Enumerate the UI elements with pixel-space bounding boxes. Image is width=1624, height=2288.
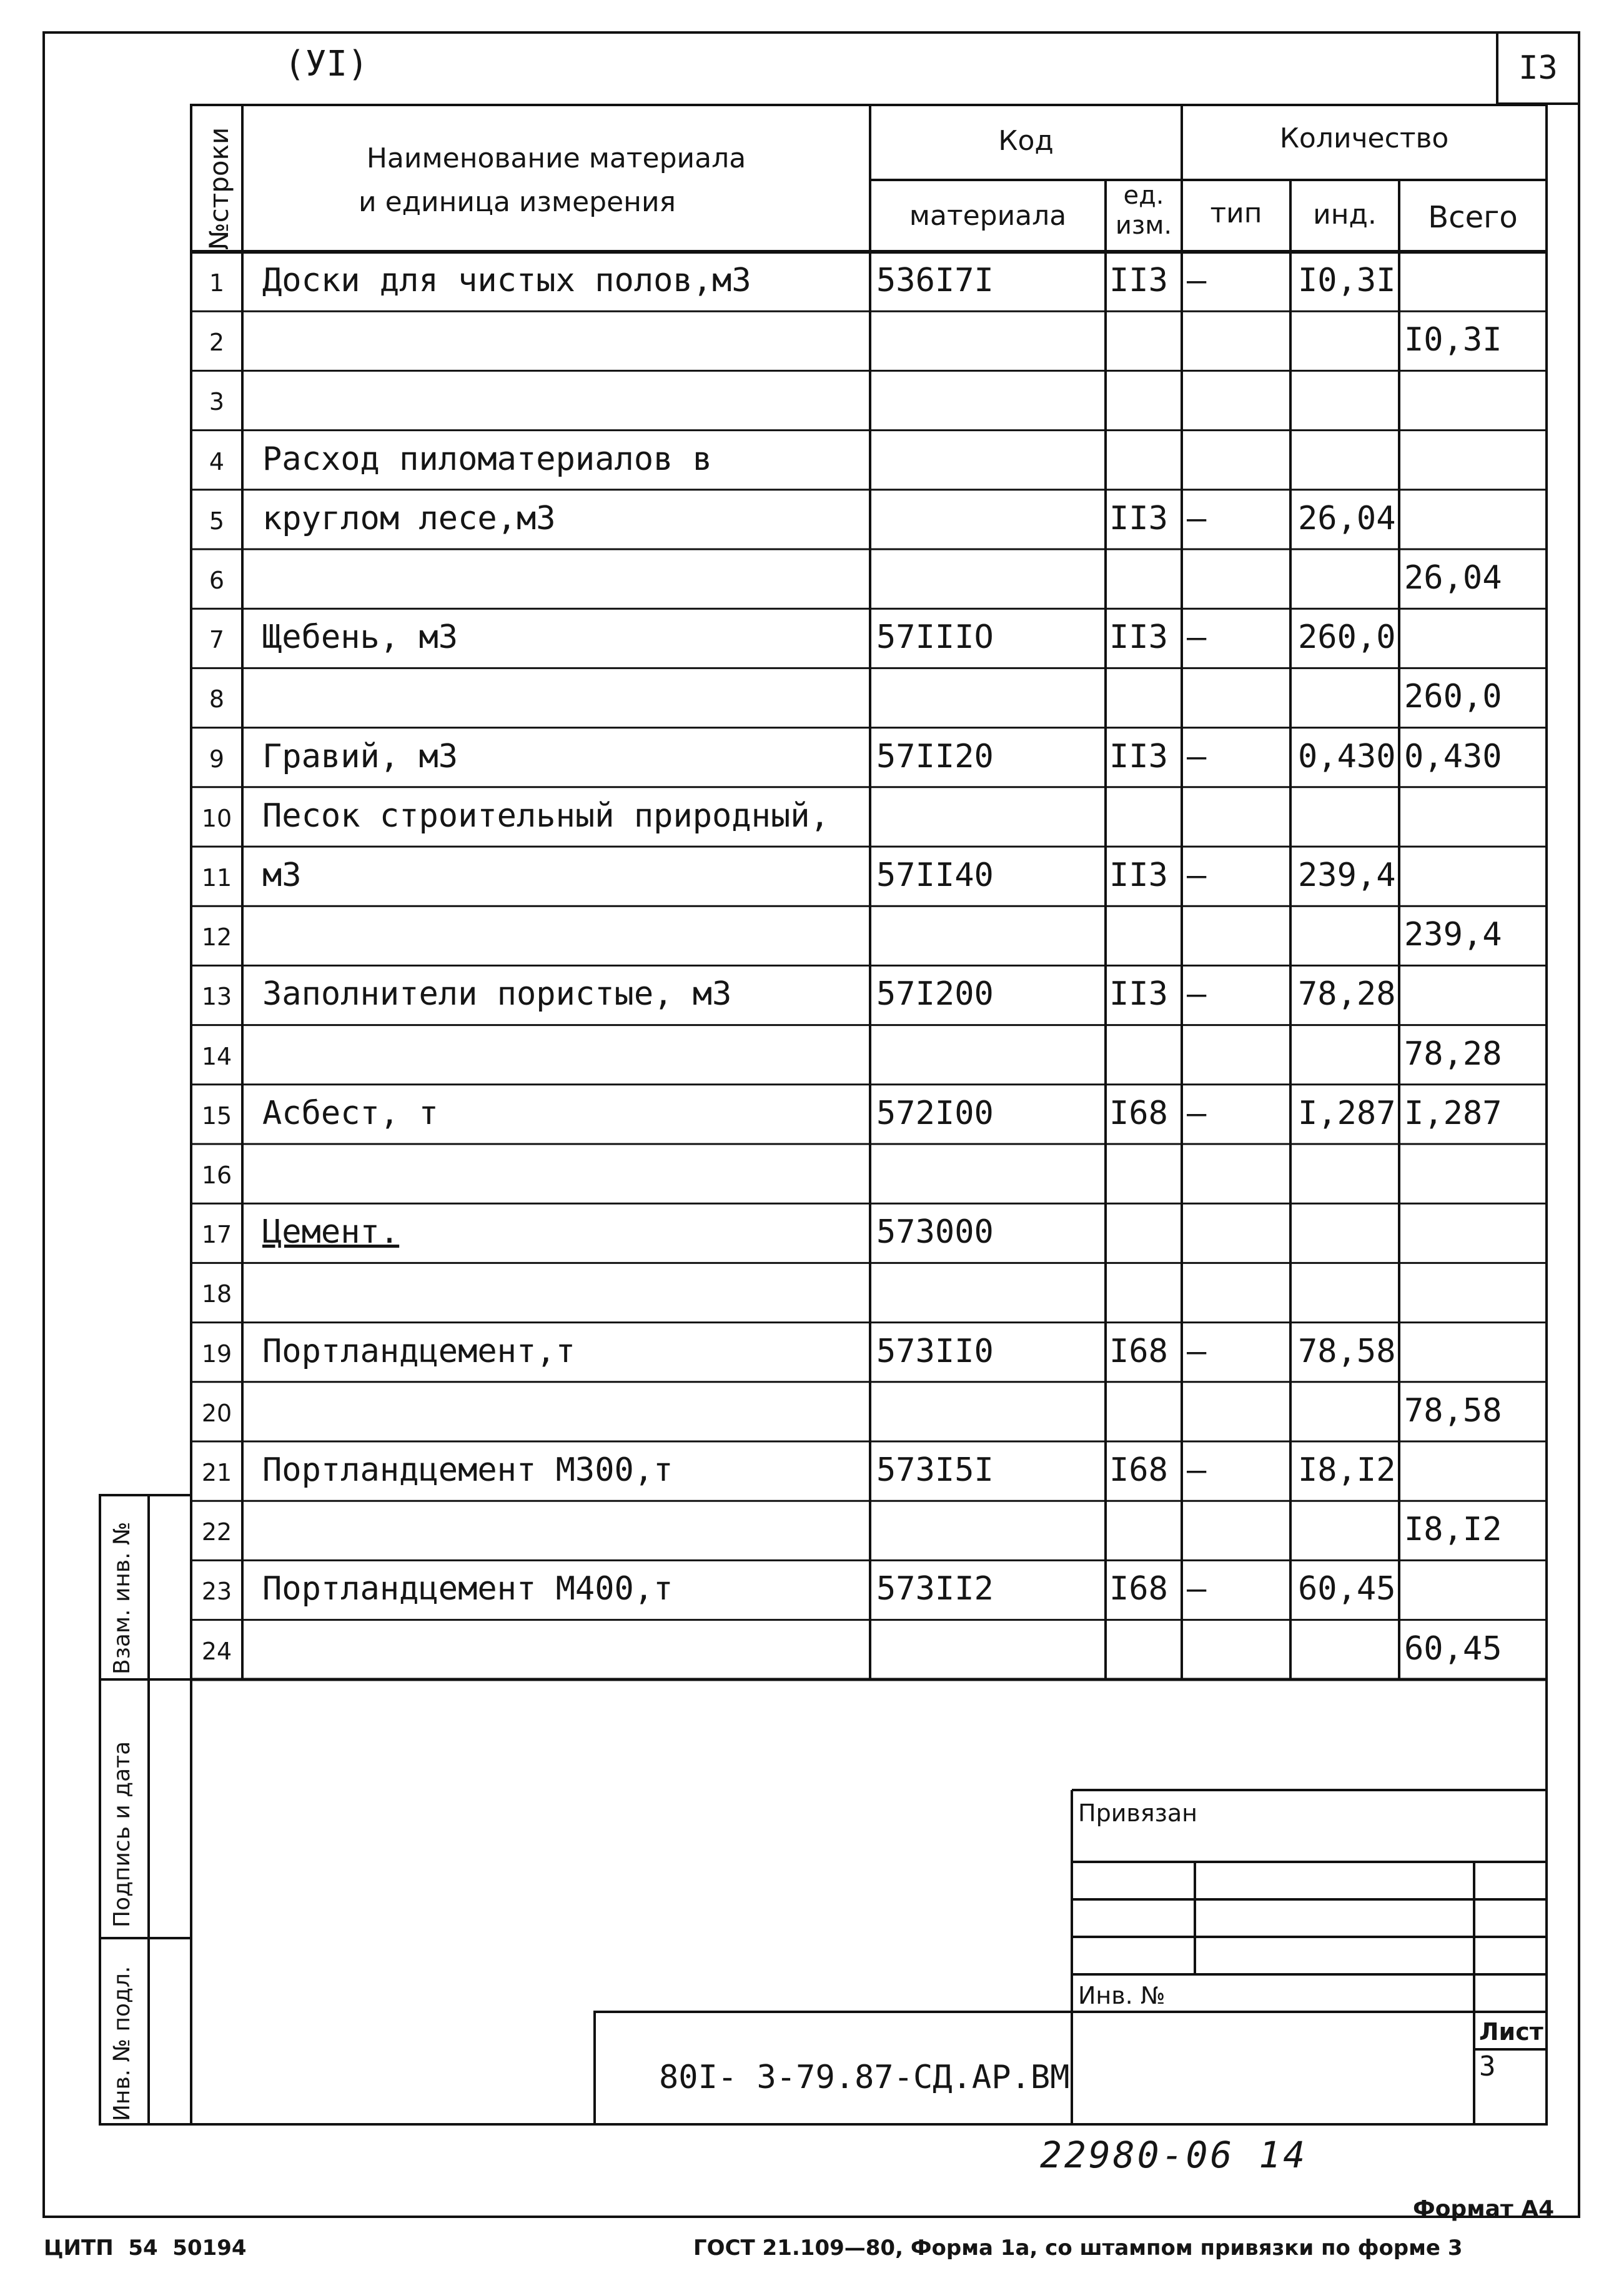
cell-code: 573II2 <box>876 1570 994 1608</box>
cell-code: 573I5I <box>876 1451 994 1489</box>
cell-total: I8,I2 <box>1404 1511 1502 1549</box>
cell-ind: 0,430 <box>1298 737 1396 775</box>
row-number: 23 <box>201 1578 232 1606</box>
cell-code: 536I7I <box>876 262 994 299</box>
cell-name: Асбест, т <box>262 1094 438 1132</box>
header-unit-line1: ед. <box>1123 181 1164 210</box>
header-row-number: №строки <box>204 127 234 250</box>
cell-name: круглом лесе,м3 <box>262 499 556 537</box>
stamp-designation: 80I- 3-79.87-СД.АР.ВМ <box>659 2059 1070 2096</box>
row-number: 21 <box>201 1459 232 1486</box>
row-number: 11 <box>201 864 232 892</box>
row-number: 9 <box>209 745 225 773</box>
cell-unit: II3 <box>1109 857 1168 894</box>
header-quantity: Количество <box>1279 122 1449 154</box>
cell-type: – <box>1187 262 1207 299</box>
cell-name: Песок строительный природный, <box>262 797 829 835</box>
header-type: тип <box>1210 197 1262 229</box>
cell-ind: 78,58 <box>1298 1332 1396 1370</box>
cell-ind: 239,4 <box>1298 857 1396 894</box>
cell-total: 78,28 <box>1404 1035 1502 1073</box>
handwritten-number: 22980-06 14 <box>1040 2134 1308 2176</box>
header-code: Код <box>998 125 1054 157</box>
cell-code: 572I00 <box>876 1094 994 1132</box>
row-number: 5 <box>209 507 225 535</box>
sheet-label: (УI) <box>284 44 369 84</box>
cell-code: 57II40 <box>876 857 994 894</box>
row-number: 2 <box>209 329 225 357</box>
cell-code: 573II0 <box>876 1332 994 1370</box>
cell-type: – <box>1187 619 1207 657</box>
cell-total: 239,4 <box>1404 916 1502 954</box>
header-total: Всего <box>1428 200 1518 235</box>
cell-total: 0,430 <box>1404 737 1502 775</box>
row-number: 18 <box>201 1280 232 1308</box>
header-name-line2: и единица измерения <box>358 186 676 218</box>
cell-unit: II3 <box>1109 262 1168 299</box>
row-number: 7 <box>209 626 225 654</box>
cell-unit: I68 <box>1109 1570 1168 1608</box>
footer-right: ГОСТ 21.109—80, Форма 1а, со штампом привязки по форме 3 <box>693 2236 1463 2261</box>
stamp-privyazan: Привязан <box>1078 1799 1197 1827</box>
cell-type: – <box>1187 1570 1207 1608</box>
cell-name: м3 <box>262 857 302 894</box>
row-number: 8 <box>209 685 225 714</box>
cell-type: – <box>1187 499 1207 537</box>
cell-ind: I,287 <box>1298 1094 1396 1132</box>
cell-code: 57IIIO <box>876 619 994 657</box>
row-number: 13 <box>201 983 232 1011</box>
page-number: I3 <box>1518 49 1558 87</box>
cell-total: 78,58 <box>1404 1391 1502 1430</box>
cell-name: Расход пиломатериалов в <box>262 440 713 478</box>
cell-name: Цемент. <box>262 1213 400 1251</box>
row-number: 1 <box>209 269 225 297</box>
side-stamp-podpis: Подпись и дата <box>109 1741 135 1927</box>
format-label: Формат А4 <box>1413 2196 1555 2222</box>
cell-ind: 60,45 <box>1298 1570 1396 1608</box>
stamp-inv-no: Инв. № <box>1078 1982 1166 2009</box>
cell-code: 57II20 <box>876 737 994 775</box>
cell-total: 260,0 <box>1404 678 1502 716</box>
cell-total: I,287 <box>1404 1094 1502 1132</box>
cell-type: – <box>1187 737 1207 775</box>
row-number: 14 <box>201 1042 232 1070</box>
row-number: 24 <box>201 1637 232 1665</box>
side-stamp-vzam: Взам. инв. № <box>109 1521 135 1674</box>
row-number: 4 <box>209 447 225 475</box>
cell-name: Гравий, м3 <box>262 737 458 775</box>
cell-type: – <box>1187 1332 1207 1370</box>
header-material: материала <box>909 200 1067 232</box>
cell-unit: I68 <box>1109 1332 1168 1370</box>
cell-type: – <box>1187 1094 1207 1132</box>
cell-ind: 78,28 <box>1298 975 1396 1013</box>
cell-total: I0,3I <box>1404 321 1502 359</box>
cell-ind: I8,I2 <box>1298 1451 1396 1489</box>
cell-unit: II3 <box>1109 499 1168 537</box>
cell-type: – <box>1187 975 1207 1013</box>
cell-type: – <box>1187 1451 1207 1489</box>
cell-type: – <box>1187 857 1207 894</box>
cell-unit: I68 <box>1109 1094 1168 1132</box>
cell-ind: I0,3I <box>1298 262 1396 299</box>
cell-ind: 26,04 <box>1298 499 1396 537</box>
footer-left: ЦИТП 54 50194 <box>44 2236 247 2261</box>
cell-name: Щебень, м3 <box>262 619 458 657</box>
row-number: 22 <box>201 1518 232 1546</box>
row-number: 15 <box>201 1102 232 1130</box>
cell-code: 573000 <box>876 1213 994 1251</box>
cell-name: Портландцемент М400,т <box>262 1570 673 1608</box>
cell-name: Портландцемент М300,т <box>262 1451 673 1489</box>
header-ind: инд. <box>1313 199 1377 231</box>
cell-unit: II3 <box>1109 619 1168 657</box>
row-number: 10 <box>201 804 232 832</box>
row-number: 3 <box>209 388 225 416</box>
header-name-line1: Наименование материала <box>366 142 746 174</box>
cell-ind: 260,0 <box>1298 619 1396 657</box>
header-unit-line2: изм. <box>1115 211 1172 240</box>
cell-total: 60,45 <box>1404 1629 1502 1668</box>
stamp-list-label: Лист <box>1479 2018 1543 2046</box>
row-number: 17 <box>201 1221 232 1249</box>
cell-total: 26,04 <box>1404 559 1502 597</box>
row-number: 16 <box>201 1161 232 1189</box>
cell-unit: II3 <box>1109 737 1168 775</box>
cell-unit: II3 <box>1109 975 1168 1013</box>
row-number: 19 <box>201 1340 232 1368</box>
cell-code: 57I200 <box>876 975 994 1013</box>
row-number: 12 <box>201 923 232 952</box>
cell-name: Портландцемент,т <box>262 1332 575 1370</box>
stamp-list-value: 3 <box>1479 2051 1496 2082</box>
cell-name: Доски для чистых полов,м3 <box>262 262 751 299</box>
side-stamp-inv-podl: Инв. № подл. <box>109 1966 135 2121</box>
row-number: 6 <box>209 567 225 594</box>
cell-unit: I68 <box>1109 1451 1168 1489</box>
cell-name: Заполнители пористые, м3 <box>262 975 732 1013</box>
row-number: 20 <box>201 1399 232 1427</box>
